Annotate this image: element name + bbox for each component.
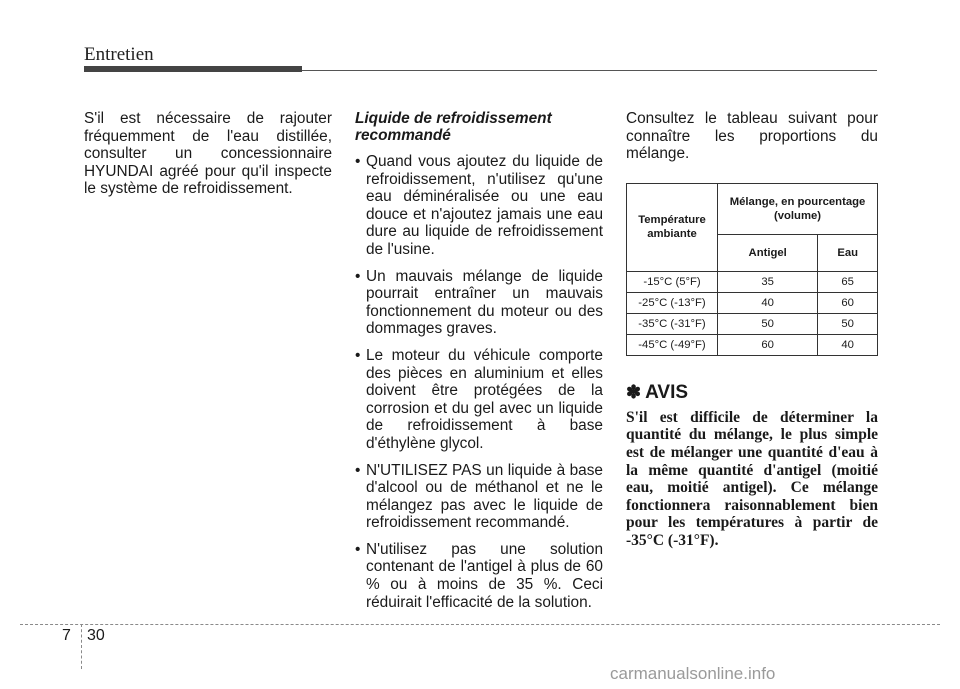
table-row — [627, 292, 878, 313]
bullet-item: • N'UTILISEZ PAS un liquide à base d'alcool ou de méthanol et ne le mélangez pas avec le liquide de refroidissement recommandé. — [355, 462, 603, 532]
column-left — [84, 110, 332, 198]
header-rule-thick — [84, 66, 302, 72]
column-middle — [355, 110, 603, 620]
notice-title: AVIS — [645, 381, 689, 403]
table-row — [627, 334, 878, 355]
bullet-item: • Le moteur du véhicule comporte des pièces en aluminium et elles doivent être protégées de la corrosion et du gel avec un liquide de refroidissement à base d'éthylène glycol. — [355, 347, 603, 453]
coolant-bullet-list — [355, 153, 603, 611]
chapter-number: 7 — [62, 627, 71, 644]
header-rule-thin — [302, 70, 877, 72]
asterisk-icon: ✽ — [626, 381, 642, 402]
cell-eau: 60 — [818, 292, 878, 313]
page-number: 30 — [87, 627, 105, 644]
header-temperature: Température ambiante — [627, 183, 718, 271]
cell-eau: 65 — [818, 271, 878, 292]
column-right — [626, 110, 878, 550]
section-title: Entretien — [84, 44, 154, 65]
bullet-item: • Quand vous ajoutez du liquide de refroidissement, n'utilisez qu'une eau déminéralisée ou une eau douce et n'ajoutez jamais une eau dure au liquide de refroidissement de l'usine. — [355, 153, 603, 259]
bullet-item: • N'utilisez pas une solution contenant de l'antigel à plus de 60 % ou à moins de 35 %. Ceci réduirait l'efficacité de la solution. — [355, 541, 603, 611]
cell-temperature: -15°C (5°F) — [627, 271, 718, 292]
cell-temperature: -25°C (-13°F) — [627, 292, 718, 313]
cell-antigel: 35 — [718, 271, 818, 292]
header-antigel: Antigel — [718, 234, 818, 271]
notice-text: S'il est difficile de déterminer la quantité du mélange, le plus simple est de mélanger une quantité d'eau à la même quantité d'antigel (moitié eau, moitié antigel). Ce mélange fonctionnera raisonnablement bien pour les températures à partir de -35°C (-31°F). — [626, 408, 878, 549]
cell-eau: 50 — [818, 313, 878, 334]
coolant-heading: Liquide de refroidissement recommandé — [355, 110, 552, 144]
header-mixture: Mélange, en pourcentage (volume) — [718, 183, 878, 234]
cell-antigel: 50 — [718, 313, 818, 334]
cell-antigel: 40 — [718, 292, 818, 313]
footer-dashed-divider — [81, 624, 82, 669]
footer-dashed-rule — [20, 624, 940, 625]
cell-eau: 40 — [818, 334, 878, 355]
table-row — [627, 271, 878, 292]
refill-paragraph: S'il est nécessaire de rajouter fréquemment de l'eau distillée, consulter un concessionnaire HYUNDAI agréé pour qu'il inspecte le système de refroidissement. — [84, 110, 332, 198]
bullet-item: • Un mauvais mélange de liquide pourrait entraîner un mauvais fonctionnement du moteur ou des dommages graves. — [355, 268, 603, 338]
cell-temperature: -45°C (-49°F) — [627, 334, 718, 355]
table-row — [627, 313, 878, 334]
table-intro: Consultez le tableau suivant pour connaître les proportions du mélange. — [626, 110, 878, 163]
cell-antigel: 60 — [718, 334, 818, 355]
mixture-table — [626, 183, 878, 356]
cell-temperature: -35°C (-31°F) — [627, 313, 718, 334]
header-eau: Eau — [818, 234, 878, 271]
watermark: carmanualsonline.info — [610, 664, 776, 683]
notice-heading — [626, 382, 878, 403]
